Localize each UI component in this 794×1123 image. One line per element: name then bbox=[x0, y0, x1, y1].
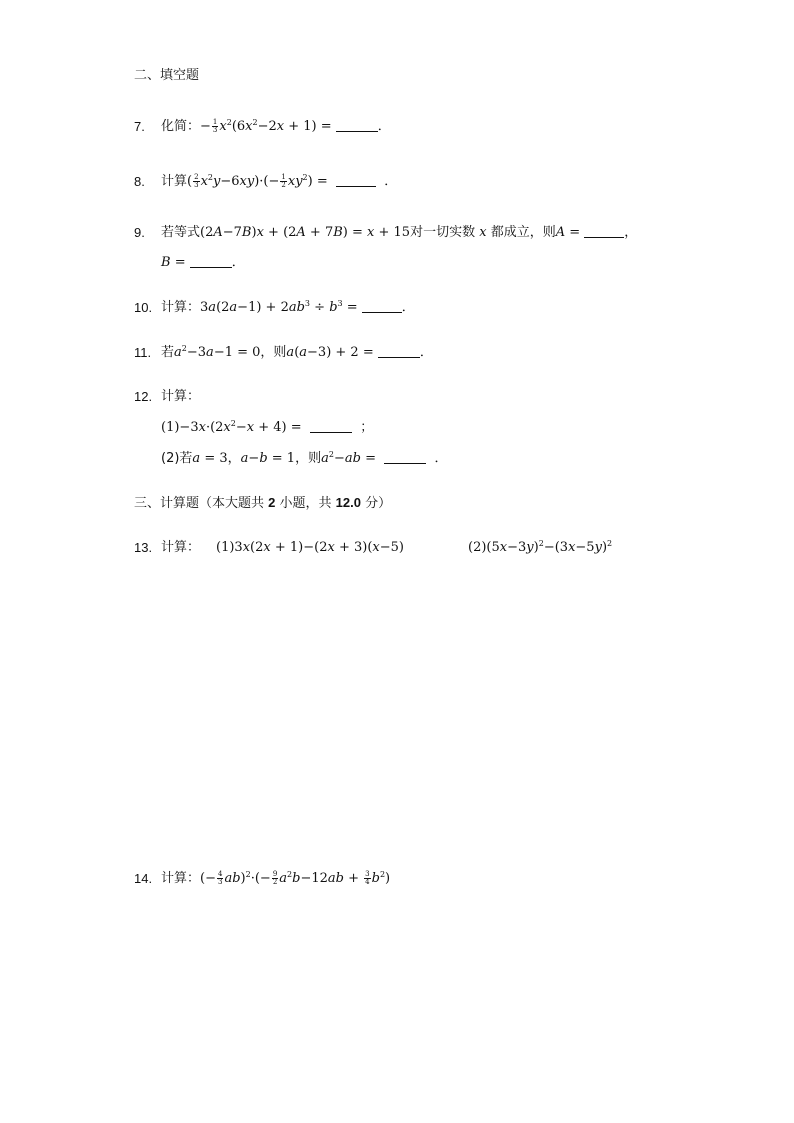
question-9-label: 若等式 bbox=[161, 225, 201, 240]
question-11-number: 11. bbox=[134, 345, 152, 360]
answer-blank[interactable] bbox=[378, 345, 420, 358]
question-12-number: 12. bbox=[134, 389, 153, 404]
question-14-label: 计算： bbox=[161, 871, 201, 886]
question-10-text: 计算：$3a(2a-1) + 2ab^3 \div b^3$ = ． bbox=[161, 299, 415, 315]
question-12-label: 计算： bbox=[161, 389, 201, 404]
answer-blank[interactable] bbox=[336, 119, 378, 132]
question-10-label: 计算： bbox=[161, 300, 201, 315]
question-13-part-1: (1)3x(2x + 1)−(2x + 3)(x−5) bbox=[216, 540, 404, 555]
question-8-text: 计算( $\frac{2}{3}$ $x^2y-6xy)\cdot(-$ $\frac{1}{2}$ $xy^2$) = ． bbox=[161, 173, 398, 189]
question-11-text: 若$a^2-3a-1 = 0$，则a(a−3) + 2 = ． bbox=[161, 344, 433, 360]
answer-blank-B[interactable] bbox=[190, 255, 232, 268]
question-13-number: 13. bbox=[134, 540, 153, 555]
answer-blank[interactable] bbox=[384, 451, 426, 464]
question-11-label: 若 bbox=[161, 345, 175, 360]
question-14-text: 计算：(− $\frac{4}{3}$ ab)$^2$·(− $\frac{9}{2}$ $a^2b-12ab$ + $\frac{3}{4}$ $b^2$) bbox=[161, 870, 391, 886]
question-13-part-2: $(2)(5x-3y)^2-(3x-5y)^2$ bbox=[468, 539, 613, 555]
answer-blank[interactable] bbox=[336, 174, 376, 187]
question-9-line2: B = ． bbox=[161, 255, 245, 270]
question-7-label: 化简： bbox=[161, 119, 201, 134]
question-14-number: 14. bbox=[134, 871, 153, 886]
answer-blank[interactable] bbox=[310, 420, 352, 433]
section-2-title: 二、填空题 bbox=[134, 68, 200, 83]
question-9-number: 9. bbox=[134, 225, 145, 240]
question-9-text: 若等式(2A−7B)x + (2A + 7B) = x + 15对一切实数 x 都成立，则A = ， bbox=[161, 225, 638, 240]
question-13-label: 计算： bbox=[161, 540, 201, 555]
answer-blank[interactable] bbox=[362, 300, 402, 313]
section-3-title: 三、计算题（本大题共 2 小题，共 12.0 分） bbox=[134, 495, 392, 511]
question-7-number: 7. bbox=[134, 119, 145, 134]
question-12-part-1: $(1)-3x\cdot(2x^2-x + 4)$ = ； bbox=[161, 419, 374, 435]
question-12-part-2: (2)若a = 3，a−b = 1，则$a^2-ab$ = ． bbox=[161, 450, 448, 466]
question-10-number: 10. bbox=[134, 300, 153, 315]
answer-blank-A[interactable] bbox=[584, 225, 624, 238]
question-8-number: 8. bbox=[134, 174, 145, 189]
question-8-label: 计算 bbox=[161, 174, 188, 189]
fraction: $\frac{1}{3}$ bbox=[212, 118, 218, 134]
question-7-text: 化简：− $\frac{1}{3}$ $x^2(6x^2-2x + 1)$ = ． bbox=[161, 118, 391, 134]
